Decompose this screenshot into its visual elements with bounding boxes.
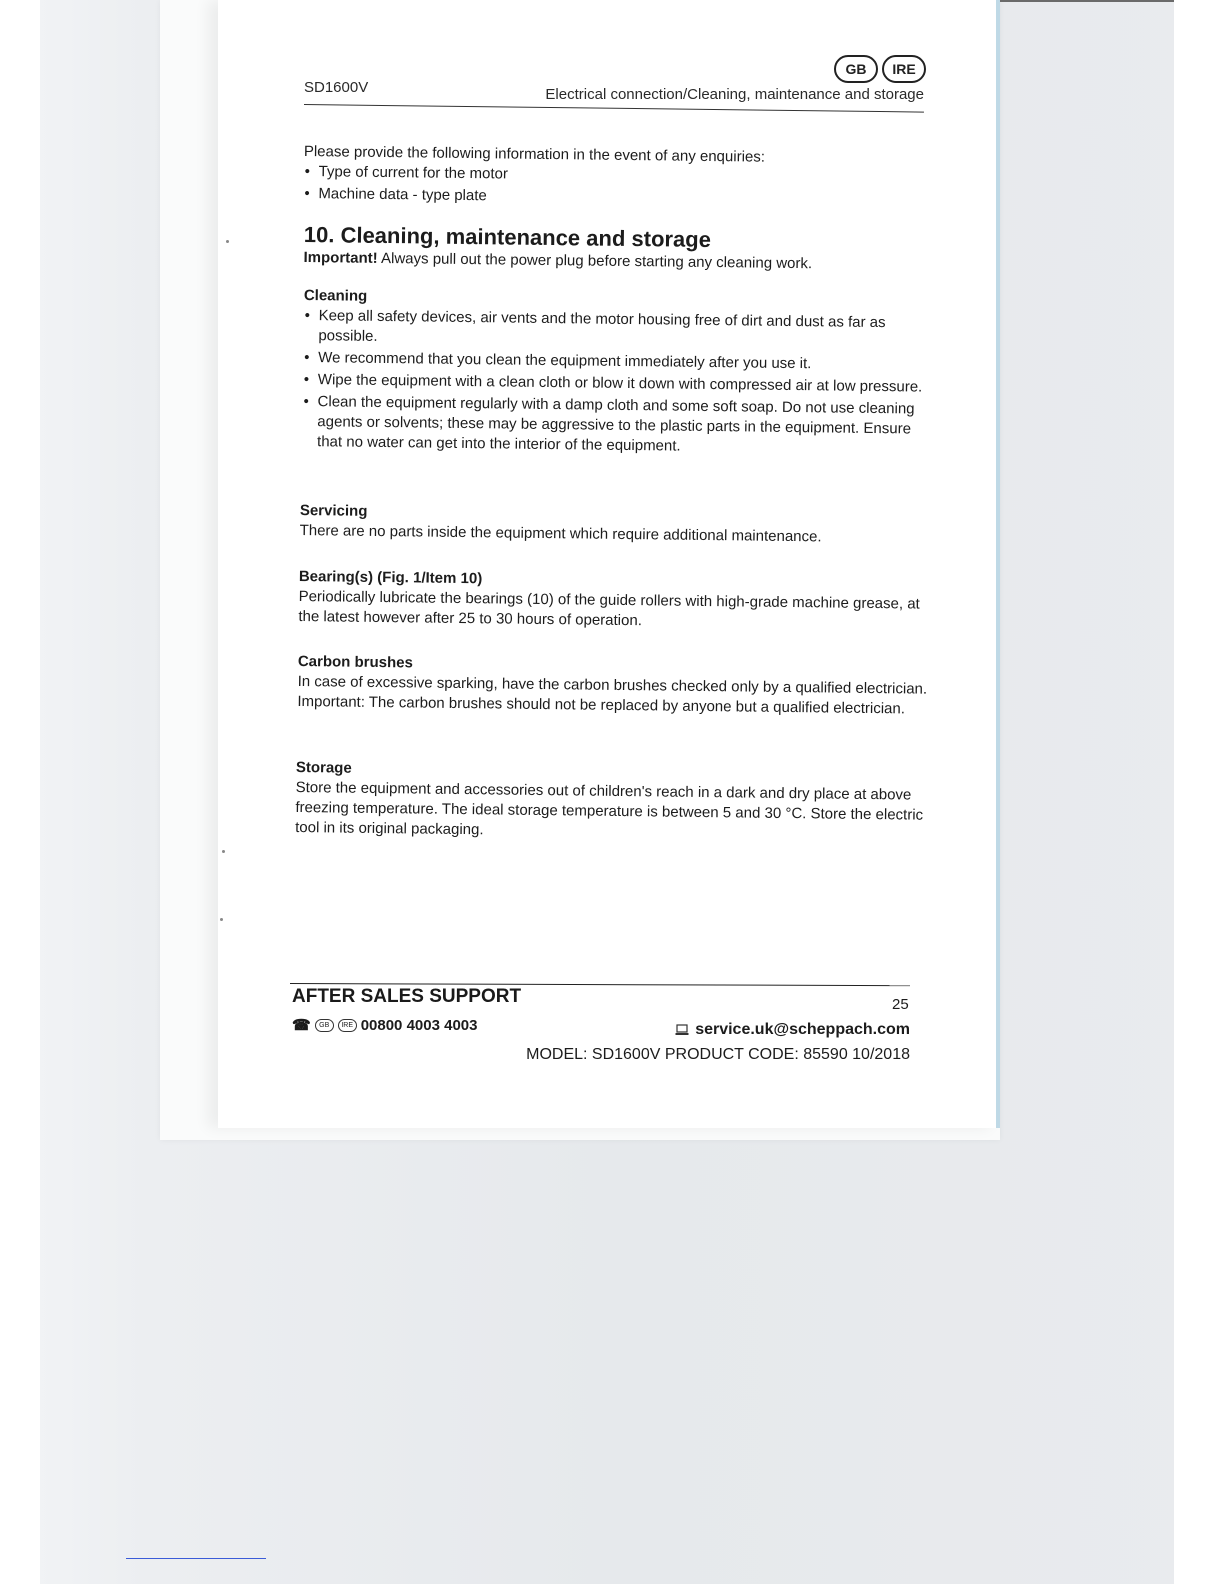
intro-item: • Machine data - type plate xyxy=(303,184,933,212)
intro-text: Please provide the following information in the event of any enquiries: xyxy=(303,142,766,166)
header-section-title: Electrical connection/Cleaning, maintenance and storage xyxy=(545,86,924,103)
cleaning-item: • Wipe the equipment with a clean cloth or blow it down with compressed air at low pressure. xyxy=(303,370,933,398)
intro-block xyxy=(303,142,934,214)
manual-page xyxy=(218,0,1000,1128)
cleaning-heading: Cleaning xyxy=(303,286,368,305)
carbon-heading: Carbon brushes xyxy=(297,652,414,672)
model-product-line: MODEL: SD1600V PRODUCT CODE: 85590 10/2018 xyxy=(526,1046,910,1063)
scan-speck xyxy=(222,850,225,853)
bearings-heading: Bearing(s) (Fig. 1/Item 10) xyxy=(298,567,483,588)
ire-mini-badge: IRE xyxy=(338,1019,357,1032)
ire-badge: IRE xyxy=(882,55,926,83)
storage-heading: Storage xyxy=(295,758,352,777)
servicing-section xyxy=(300,501,930,549)
header-divider xyxy=(304,104,924,113)
section-title: 10. Cleaning, maintenance and storage xyxy=(303,222,712,252)
storage-text: Store the equipment and accessories out of children's reach in a dark and dry place at above freezing temperature. The ideal storage temperature is between 5 and 30 °C. Store the electric tool in its original packaging. xyxy=(295,778,924,839)
country-badges xyxy=(834,55,926,83)
scan-margin-right xyxy=(1174,0,1224,1584)
scan-margin-left xyxy=(0,0,40,1584)
header-model: SD1600V xyxy=(304,79,369,96)
cleaning-item: • Keep all safety devices, air vents and the motor housing free of dirt and dust as far as possible. xyxy=(303,306,933,354)
carbon-text: In case of excessive sparking, have the carbon brushes checked only by a qualified electrician. Important: The carbon brushes should not be replaced by anyone but a qualified electrician. xyxy=(297,672,928,718)
email-address: service.uk@scheppach.com xyxy=(695,1021,910,1038)
support-email xyxy=(675,1021,910,1039)
cleaning-item: • We recommend that you clean the equipment immediately after you use it. xyxy=(303,348,933,376)
scan-blue-underline xyxy=(126,1558,266,1559)
computer-icon xyxy=(675,1024,689,1036)
intro-item: • Type of current for the motor xyxy=(304,162,934,190)
servicing-heading: Servicing xyxy=(299,501,368,520)
cleaning-item: • Clean the equipment regularly with a damp cloth and some soft soap. Do not use cleaning agents or solvents; these may be aggressive to the plastic parts in the equipment. Ensure that no water can get into the interior of the equipment. xyxy=(302,392,933,460)
page-number: 25 xyxy=(892,996,909,1013)
gb-mini-badge: GB xyxy=(315,1019,334,1032)
servicing-text: There are no parts inside the equipment which require additional maintenance. xyxy=(299,521,822,546)
bearings-text: Periodically lubricate the bearings (10) of the guide rollers with high-grade machine grease, at the latest however after 25 to 30 hours of operation. xyxy=(298,587,920,630)
support-phone xyxy=(292,1016,477,1034)
cleaning-list xyxy=(302,306,934,460)
bearings-section xyxy=(298,567,929,635)
intro-list xyxy=(303,162,933,212)
footer-title: AFTER SALES SUPPORT xyxy=(292,986,522,1007)
cleaning-section xyxy=(302,286,934,462)
telephone-icon: ☎ xyxy=(292,1017,311,1034)
storage-section xyxy=(295,758,926,846)
carbon-section xyxy=(297,652,928,720)
gb-badge: GB xyxy=(834,55,878,83)
section-10 xyxy=(303,222,934,276)
important-label: Important! xyxy=(303,248,378,267)
important-text: Always pull out the power plug before starting any cleaning work. xyxy=(377,249,813,273)
phone-number: 00800 4003 4003 xyxy=(360,1016,478,1034)
scan-speck xyxy=(226,240,229,243)
scan-speck xyxy=(220,918,223,921)
